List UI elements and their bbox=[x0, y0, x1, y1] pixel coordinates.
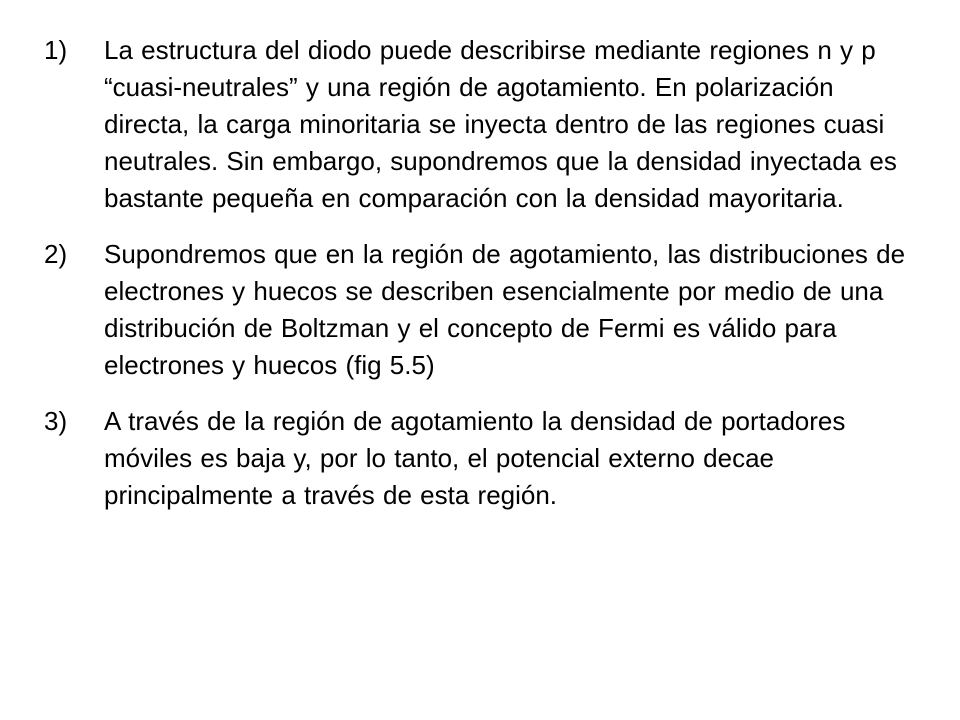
list-item-text: La estructura del diodo puede describirse mediante regiones n y p “cuasi-neutrales” y una región de agotamiento. En polarización directa, la carga minoritaria se inyecta dentro de las regiones cuasi neutrales. Sin embargo, supondremos que la densidad inyectada es bastante pequeña en comparación con la densidad mayoritaria. bbox=[104, 35, 897, 213]
list-item-number: 1) bbox=[44, 35, 68, 65]
list-item-number: 2) bbox=[44, 239, 68, 269]
list-item-2 bbox=[44, 236, 924, 384]
list-item-text: Supondremos que en la región de agotamiento, las distribuciones de electrones y huecos se describen esencialmente por medio de una distribución de Boltzman y el concepto de Fermi es válido para electrones y huecos (fig 5.5) bbox=[104, 239, 906, 380]
list-item-text: A través de la región de agotamiento la densidad de portadores móviles es baja y, por lo tanto, el potencial externo decae principalmente a través de esta región. bbox=[104, 406, 846, 510]
list-item-3 bbox=[44, 403, 924, 514]
numbered-list bbox=[44, 32, 924, 533]
list-item-1 bbox=[44, 32, 924, 217]
list-item-number: 3) bbox=[44, 406, 68, 436]
